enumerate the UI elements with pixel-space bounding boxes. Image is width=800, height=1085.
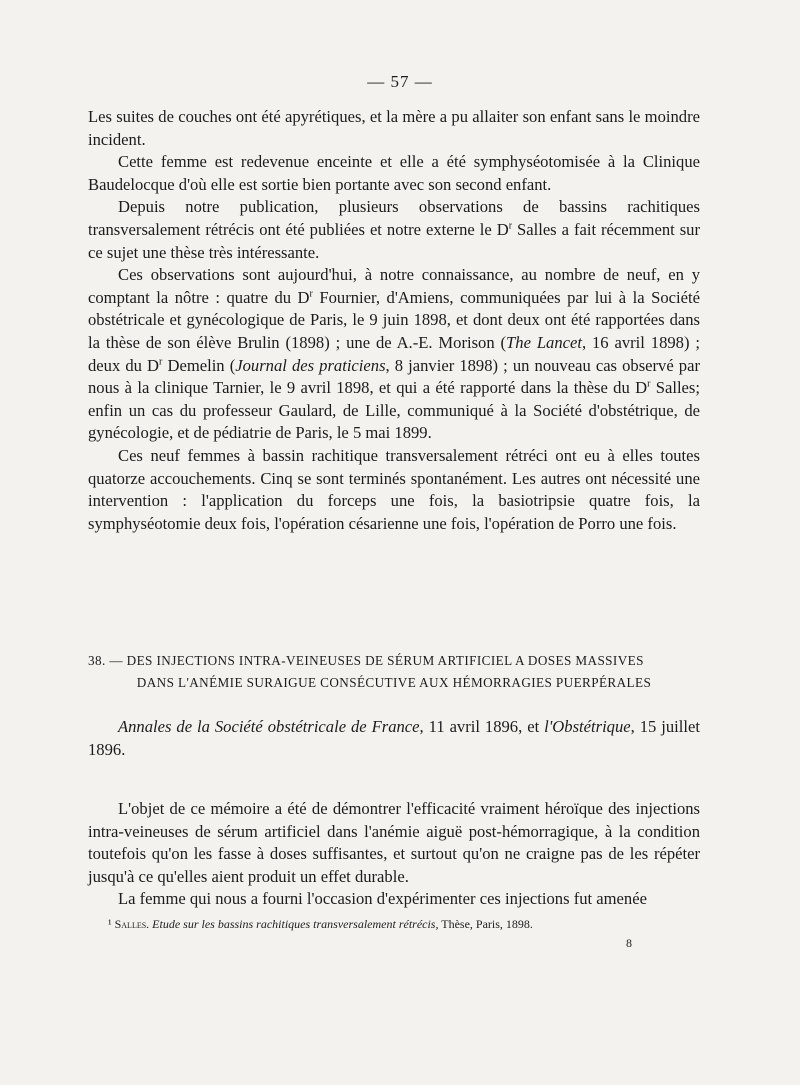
- p4-sup-1: r: [309, 288, 313, 300]
- footnote-title: Etude sur les bassins rachitiques transversalement rétrécis,: [152, 917, 439, 931]
- footnote-rest: Thèse, Paris, 1898.: [438, 917, 533, 931]
- body-text-top: [88, 106, 700, 535]
- source-paragraph: [88, 716, 700, 761]
- section-heading-line-1: 38. — DES INJECTIONS INTRA-VEINEUSES DE SÉRUM ARTIFICIEL A DOSES MASSIVES: [88, 653, 644, 668]
- footnote-marker: ¹: [108, 917, 112, 931]
- body-text-bottom: [88, 798, 700, 911]
- p4-text-f: Salles; enfin un cas du professeur Gaulard, de Lille, communiqué à la Société d'obstétrique, de gynécologie, et de pédiatrie de Paris, le 5 mai 1899.: [88, 378, 700, 443]
- p4-sup-3: r: [647, 378, 651, 390]
- section-heading: [88, 650, 700, 694]
- source-italic-obstetrique: l'Obstétrique: [544, 717, 631, 736]
- p4-text-b: Fournier, d'Amiens, communiquées par lui à la Société obstétricale et gynécologique de Paris, le 9 juin 1898, et dont deux ont été rapportées dans la thèse de son élève Brulin (1898) ; une de A.-E. Morison (: [88, 287, 700, 352]
- p4-text-a: Ces observations sont aujourd'hui, à notre connaissance, au nombre de neuf, en y comptant la nôtre : quatre du D: [88, 265, 700, 307]
- paragraph-7: La femme qui nous a fourni l'occasion d'expérimenter ces injections fut amenée: [118, 889, 647, 909]
- section-heading-line-2: DANS L'ANÉMIE SURAIGUE CONSÉCUTIVE AUX HÉMORRAGIES PUERPÉRALES: [136, 675, 652, 690]
- source-text-2: , 15 juillet 1896.: [88, 717, 700, 759]
- p4-text-d: Demelin (: [162, 355, 236, 375]
- paragraph-1: Les suites de couches ont été apyrétiques, et la mère a pu allaiter son enfant sans le moindre incident.: [88, 107, 700, 149]
- p3-sup: r: [508, 220, 513, 232]
- paragraph-3: [88, 196, 700, 264]
- p4-italic-journal: Journal des praticiens: [235, 355, 386, 375]
- p4-text-c: , 16 avril 1898) ; deux du D: [88, 332, 700, 375]
- source-text-1: , 11 avril 1896, et: [419, 717, 545, 736]
- signature-mark: 8: [626, 936, 632, 950]
- p3-text-a: Depuis notre publication, plusieurs observations de bassins rachitiques transversalement rétrécis ont été publiées et notre externe le D: [88, 197, 700, 239]
- p4-sup-2: r: [159, 356, 163, 367]
- page-number: — 57 —: [367, 72, 433, 91]
- source-italic-annales: Annales de la Société obstétricale de France: [118, 717, 420, 736]
- paragraph-6: L'objet de ce mémoire a été de démontrer l'efficacité vraiment héroïque des injections intra-veineuses de sérum artificiel dans l'anémie aiguë post-hémorragique, à la condition toutefois qu'on les fasse à doses suffisantes, et surtout qu'on ne craigne pas de les répéter jusqu'à ce qu'elles aient produit un effet durable.: [88, 799, 700, 886]
- p4-text-e: , 8 janvier 1898) ; un nouveau cas observé par nous à la clinique Tarnier, le 9 avril 1898, et qui a été rapporté dans la thèse du D: [88, 355, 700, 398]
- source-citation: [88, 716, 700, 761]
- paragraph-2: Cette femme est redevenue enceinte et elle a été symphyséotomisée à la Clinique Baudelocque d'où elle est sortie bien portante avec son second enfant.: [88, 152, 700, 194]
- p4-italic-lancet: The Lancet: [506, 332, 582, 352]
- paragraph-5: Ces neuf femmes à bassin rachitique transversalement rétréci ont eu à elles toutes quatorze accouchements. Cinq se sont terminés spontanément. Les autres ont nécessité une intervention : l'application du forceps une fois, la basiotripsie quatre fois, la symphyséotomie deux fois, l'opération césarienne une fois, l'opération de Porro une fois.: [88, 445, 700, 533]
- paragraph-4: [88, 264, 700, 445]
- footnote: [108, 916, 700, 932]
- p3-text-b: Salles a fait récemment sur ce sujet une thèse très intéressante.: [88, 219, 700, 262]
- footnote-author: Salles.: [114, 917, 150, 931]
